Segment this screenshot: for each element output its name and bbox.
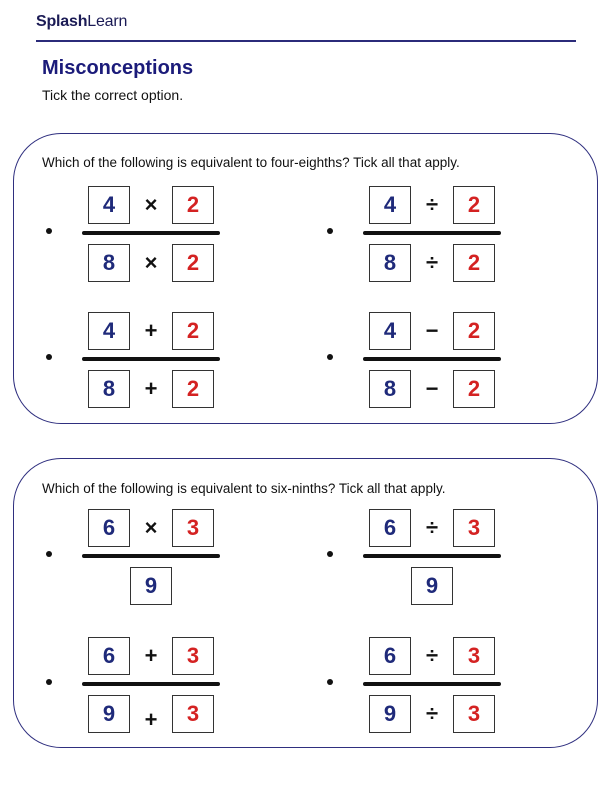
option-1a[interactable]: [46, 186, 246, 286]
denominator-box: 9: [411, 567, 453, 605]
denominator-operator: ×: [144, 250, 158, 275]
denominator-left-box: 9: [369, 695, 411, 733]
denominator-operator: +: [144, 376, 158, 401]
numerator-operator: +: [144, 643, 158, 668]
page-title: Misconceptions: [42, 57, 194, 79]
denominator-right-box: 3: [453, 695, 495, 733]
numerator-left-box: 4: [369, 186, 411, 224]
numerator-operator: ÷: [425, 643, 439, 668]
denominator-right-box: 2: [453, 244, 495, 282]
denominator-operator: +: [144, 707, 158, 732]
numerator-right-box: 2: [453, 312, 495, 350]
numerator-left-box: 6: [369, 637, 411, 675]
numerator-operator: +: [144, 318, 158, 343]
denominator-left-box: 9: [88, 695, 130, 733]
denominator-right-box: 2: [172, 244, 214, 282]
fraction-bar: [363, 357, 501, 361]
option-1d[interactable]: [327, 312, 527, 412]
header-divider: [36, 40, 576, 42]
numerator-right-box: 3: [172, 509, 214, 547]
splashlearn-logo: [36, 13, 127, 31]
denominator-right-box: 2: [172, 370, 214, 408]
fraction-bar: [82, 357, 220, 361]
denominator-operator: −: [425, 376, 439, 401]
numerator-operator: ×: [144, 515, 158, 540]
question-2-text: Which of the following is equivalent to six-ninths? Tick all that apply.: [42, 481, 446, 496]
fraction-bar: [363, 682, 501, 686]
instruction-text: Tick the correct option.: [42, 87, 184, 103]
denominator-left-box: 8: [369, 370, 411, 408]
numerator-operator: ÷: [425, 515, 439, 540]
numerator-right-box: 2: [172, 186, 214, 224]
option-2b[interactable]: [327, 509, 527, 609]
numerator-right-box: 3: [453, 637, 495, 675]
fraction-bar: [82, 231, 220, 235]
denominator-left-box: 8: [88, 370, 130, 408]
denominator-right-box: 3: [172, 695, 214, 733]
option-bullet[interactable]: [46, 679, 52, 685]
fraction-bar: [363, 231, 501, 235]
denominator-right-box: 2: [453, 370, 495, 408]
option-1c[interactable]: [46, 312, 246, 412]
numerator-left-box: 4: [88, 186, 130, 224]
numerator-right-box: 3: [453, 509, 495, 547]
question-1-text: Which of the following is equivalent to four-eighths? Tick all that apply.: [42, 155, 460, 170]
numerator-operator: −: [425, 318, 439, 343]
denominator-operator: ÷: [425, 250, 439, 275]
numerator-left-box: 4: [369, 312, 411, 350]
numerator-left-box: 6: [88, 637, 130, 675]
numerator-right-box: 2: [172, 312, 214, 350]
option-bullet[interactable]: [46, 354, 52, 360]
numerator-left-box: 6: [88, 509, 130, 547]
denominator-box: 9: [130, 567, 172, 605]
numerator-left-box: 4: [88, 312, 130, 350]
option-bullet[interactable]: [327, 228, 333, 234]
option-2a[interactable]: [46, 509, 246, 609]
logo-learn-text: Learn: [87, 13, 128, 30]
numerator-right-box: 2: [453, 186, 495, 224]
fraction-bar: [82, 682, 220, 686]
denominator-operator: ÷: [425, 701, 439, 726]
logo-splash-text: Splash: [36, 13, 88, 30]
denominator-left-box: 8: [369, 244, 411, 282]
numerator-operator: ×: [144, 192, 158, 217]
option-1b[interactable]: [327, 186, 527, 286]
numerator-operator: ÷: [425, 192, 439, 217]
option-bullet[interactable]: [46, 228, 52, 234]
option-2c[interactable]: [46, 637, 246, 737]
fraction-bar: [363, 554, 501, 558]
option-bullet[interactable]: [46, 551, 52, 557]
denominator-left-box: 8: [88, 244, 130, 282]
numerator-right-box: 3: [172, 637, 214, 675]
option-bullet[interactable]: [327, 354, 333, 360]
option-bullet[interactable]: [327, 551, 333, 557]
option-2d[interactable]: [327, 637, 527, 737]
numerator-left-box: 6: [369, 509, 411, 547]
option-bullet[interactable]: [327, 679, 333, 685]
fraction-bar: [82, 554, 220, 558]
